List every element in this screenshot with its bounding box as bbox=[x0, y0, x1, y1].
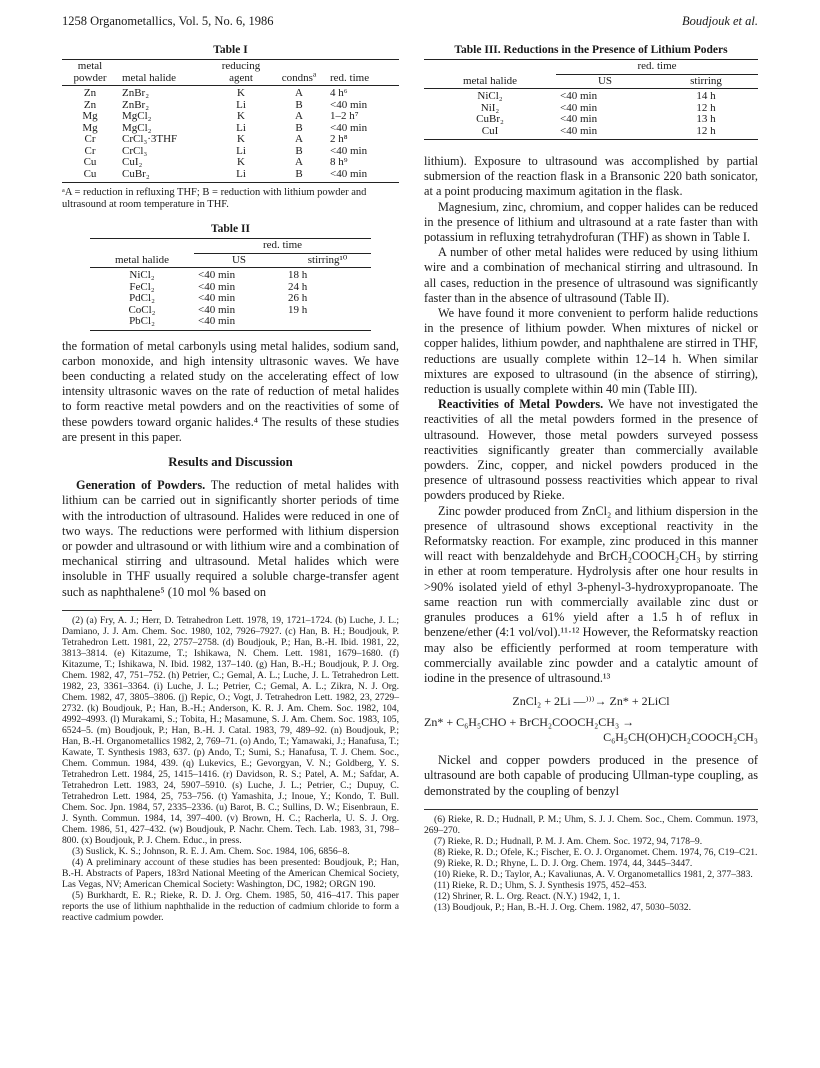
table-3-header: metal halide bbox=[462, 74, 518, 87]
table-cell: A bbox=[295, 133, 303, 145]
table-3-span-header: red. time bbox=[556, 60, 758, 75]
reference: (2) (a) Fry, A. J.; Herr, D. Tetrahedron Lett. 1978, 19, 1721–1724. (b) Luche, J. L.; Damiano, J. J. Am. Chem. Soc. 1980, 102, 7926–7927. (c) Han, B. H.; Boudjouk, P. Tetrahedron Lett. 1981, 22, 2757–2758. (d) Boudjouk, P.; Han, B.-H. Ibid. 1981, 22, 3813–3814. (e) Kitazume, T.; Ishikawa, N. Chem. Lett. 1981, 1679–1680. (f) Kitazume, T.; Ishikawa, N. Ibid. 1982, 137–140. (g) Han, B.-H.; Boudjouk, P. J. Org. Chem. 1982, 47, 751–752. (h) Petrier, C.; Gemal, A. L.; Luche, J. L. Tetrahedron Lett. 1982, 23, 3361–3364. (i) Luche, J. L.; Petrier, C.; Gemal, A. L.; Zikra, N. J. Org. Chem. 1982, 47, 3805–3806. (j) Repic, O.; Vogt, J. Tetrahedron Lett. 1982, 23, 2729–2732. (k) Boudjouk, P.; Han, B.-H.; Anderson, K. R. J. Am. Chem. Soc. 1982, 104, 4992–4993. (l) Murakami, S.; Tobita, H.; Masamune, S. J. Am. Chem. Soc. 1983, 105, 6524–5. (m) Boudjouk, P.; Han, B.-H. J. Catal. 1983, 79, 489–92. (n) Boudjouk, P.; Han, B.-H. Organometallics 1982, 2, 769–71. (o) Ando, T.; Yamawaki, J.; Hanafusa, T.; Kawate, T. Synthesis 1983, 637. (p) Ando, T.; Sumi, S.; Hanafusa, T. J. Chem. Soc., Chem. Commun. 1984, 439. (q) Lukevics, E.; Gevorgyan, V. N.; Goldberg, Y. S. Tetrahedron Lett. 1984, 25, 1415–1416. (r) Davidson, R. S.; Patel, A. M.; Safdar, A. Tetrahedron Lett. 1983, 24, 5907–5910. (s) Luche, J. L.; Petrier, C.; Dupuy, C. Tetrahedron Lett. 1984, 25, 753–756. (t) Yamashita, J.; Inoue, Y.; Kondo, T. Bull. Chem. Soc. Jpn. 1984, 57, 2335–2336. (u) Barot, B. C.; Sullins, D. W.; Eisenbraun, E. J. Synth. Commun. 1984, 14, 397–400. (v) Brown, H. C.; Racherla, U. S. J. Org. Chem. 1986, 51, 427–432. (w) Boudjouk, P. Nachr. Chem. Tech. Lab. 1983, 31, 798–800. (x) Boudjouk, P. J. Chem. Educ., in press. bbox=[62, 614, 399, 846]
table-cell: Li bbox=[236, 121, 246, 134]
table-cell: PbCl₂ bbox=[90, 316, 194, 330]
table-cell: 19 h bbox=[288, 303, 308, 316]
reference: (9) Rieke, R. D.; Rhyne, L. D. J. Org. Chem. 1974, 44, 3445–3447. bbox=[434, 857, 693, 869]
table-cell: 26 h bbox=[288, 292, 308, 304]
reference: (12) Shriner, R. L. Org. React. (N.Y.) 1942, 1, 1. bbox=[434, 890, 621, 902]
table-3-header: US bbox=[597, 74, 613, 87]
footnote-rule bbox=[424, 809, 758, 810]
table-cell: ZnBr₂ bbox=[122, 98, 150, 111]
table-cell: K bbox=[210, 86, 272, 100]
table-cell: K bbox=[237, 110, 245, 122]
table-3-title: Table III. Reductions in the Presence of Lithium Poders bbox=[454, 44, 728, 56]
table-cell: CrCl₃·3THF bbox=[122, 133, 178, 145]
paragraph bbox=[424, 397, 758, 503]
paragraph: lithium). Exposure to ultrasound was accomplished by partial submersion of the reaction flask in a Bransonic 220 bath sonicator, at a point producing maximum agitation in the flask. bbox=[424, 154, 758, 199]
table-cell: CuI bbox=[424, 126, 556, 140]
reaction-equations bbox=[424, 694, 758, 745]
table-cell: Cu bbox=[62, 169, 118, 183]
table-cell: Li bbox=[210, 169, 272, 183]
table-cell: CuI₂ bbox=[122, 156, 143, 168]
table-cell: <40 min bbox=[198, 292, 236, 304]
table-cell: Zn bbox=[83, 98, 97, 111]
table-1-header: metal powder bbox=[62, 60, 118, 86]
table-2-header: metal halide bbox=[114, 253, 170, 266]
footnote-rule bbox=[62, 610, 152, 611]
reference: (3) Suslick, K. S.; Johnson, R. E. J. Am. Chem. Soc. 1984, 106, 6856–8. bbox=[72, 845, 350, 857]
table-cell: <40 min bbox=[198, 303, 236, 316]
table-2-title: Table II bbox=[211, 223, 250, 235]
table-2-header: US bbox=[231, 253, 247, 266]
table-row bbox=[424, 126, 758, 140]
table-cell: FeCl₂ bbox=[129, 280, 155, 293]
table-cell: <40 min bbox=[194, 268, 284, 282]
table-1-title: Table I bbox=[213, 44, 248, 56]
table-cell: B bbox=[295, 121, 303, 134]
table-cell: B bbox=[272, 169, 326, 183]
paragraph: Magnesium, zinc, chromium, and copper halides can be reduced in the presence of lithium and ultrasound at a rate faster than with potassium in refluxing tetrahydrofuran (THF) as shown in Table I. bbox=[424, 199, 758, 245]
table-3-header-blank bbox=[424, 60, 556, 75]
left-body-text bbox=[62, 339, 399, 600]
right-references bbox=[424, 814, 758, 913]
table-row bbox=[62, 111, 399, 123]
table-cell: 13 h bbox=[696, 113, 716, 125]
table-cell: 4 h⁶ bbox=[326, 86, 399, 100]
table-1-grid bbox=[62, 59, 399, 183]
table-cell: Zn bbox=[62, 86, 118, 100]
table-1-header: reducing agent bbox=[210, 60, 272, 86]
table-cell: Li bbox=[236, 98, 246, 111]
paragraph bbox=[62, 478, 399, 600]
left-references bbox=[62, 615, 399, 923]
table-row bbox=[62, 134, 399, 146]
table-1-header: metal halide bbox=[118, 60, 210, 86]
section-heading: Results and Discussion bbox=[168, 454, 293, 469]
paragraph-text: The reduction of metal halides with lithium can be carried out in significantly shorter periods of time with the introduction of ultrasound. Halides were reduced in one of two ways. The reductions were performed with lithium dispersion or powder and ultrasound or with lithium wire and a combination of mechanical stirring and ultrasound. Metal halides which were insoluble in THF usually required a soluble charge-transfer agent such as naphthalene⁵ (10 mol % based on bbox=[62, 478, 399, 599]
table-3-grid bbox=[424, 59, 758, 140]
table-row bbox=[424, 89, 758, 103]
table-cell: 8 h⁹ bbox=[330, 156, 348, 168]
table-cell: NiCl₂ bbox=[90, 268, 194, 282]
paragraph: We have found it more convenient to perform halide reductions in the presence of lithium powder. When mixtures of nickel or copper halides, lithium powder, and naphthalene are stirred in THF, reductions are usually complete within 12–14 h. When similar mixtures are exposed to ultrasound (in the absence of stirring), reduction is usually complete within 40 min (Table III). bbox=[424, 306, 758, 397]
header-journal-citation: 1258 Organometallics, Vol. 5, No. 6, 1986 bbox=[62, 14, 274, 28]
table-cell: <40 min bbox=[560, 113, 598, 125]
paragraph: Nickel and copper powders produced in the presence of ultrasound are both capable of producing Ullman-type coupling, as demonstrated by the coupling of benzyl bbox=[424, 753, 758, 798]
table-cell: CoCl₂ bbox=[128, 303, 156, 316]
paragraph: A number of other metal halides were reduced by using lithium wire and a combination of mechanical stirring and ultrasound. In all cases, reduction in the presence of ultrasound was significantly faster than in the absence of ultrasound (Table II). bbox=[424, 245, 758, 305]
reference: (7) Rieke, R. D.; Hudnall, P. M. J. Am. Chem. Soc. 1972, 94, 7178–9. bbox=[434, 835, 703, 847]
table-cell bbox=[284, 316, 371, 330]
table-1 bbox=[62, 44, 399, 211]
table-1-footnote: ᵃA = reduction in refluxing THF; B = reduction with lithium powder and ultrasound at room temperature in THF. bbox=[62, 187, 367, 210]
table-cell: 2 h⁸ bbox=[330, 133, 348, 145]
table-row bbox=[62, 157, 399, 169]
table-cell: A bbox=[295, 110, 303, 122]
table-cell: K bbox=[237, 156, 245, 168]
equation-1: ZnCl₂ + 2Li —⁾⁾⁾→ Zn* + 2LiCl bbox=[512, 694, 670, 709]
table-cell: MgCl₂ bbox=[122, 110, 152, 122]
table-cell: MgCl₂ bbox=[122, 121, 152, 134]
reference: (10) Rieke, R. D.; Taylor, A.; Kavaliunas, A. V. Organometallics 1981, 2, 377–383. bbox=[434, 868, 753, 880]
left-column bbox=[62, 44, 399, 923]
reference: (11) Rieke, R. D.; Uhm, S. J. Synthesis 1975, 452–453. bbox=[434, 879, 647, 891]
table-cell: CuBr₂ bbox=[118, 169, 210, 183]
table-cell: <40 min bbox=[330, 98, 368, 111]
table-cell: PdCl₂ bbox=[129, 292, 155, 304]
table-cell: 12 h bbox=[696, 101, 716, 114]
table-row bbox=[90, 293, 371, 305]
table-cell: 12 h bbox=[654, 126, 758, 140]
table-row bbox=[90, 316, 371, 330]
table-row bbox=[90, 268, 371, 282]
table-cell: NiCl₂ bbox=[424, 89, 556, 103]
running-header bbox=[62, 14, 758, 30]
table-cell: <40 min bbox=[556, 126, 654, 140]
table-cell: Cr bbox=[84, 133, 96, 145]
table-3-header: stirring bbox=[690, 74, 722, 87]
table-cell: <40 min bbox=[560, 101, 598, 114]
paragraph: Zinc powder produced from ZnCl₂ and lithium dispersion in the presence of ultrasound shows exceptional reactivity in the Reformatsky reaction. For example, zinc produced in this manner will react with benzaldehyde and BrCH₂COOCH₂CH₃ by stirring in ether at room temperature. Hydrolysis after one hour results in >90% isolated yield of ethyl 3-phenyl-3-hydroxypropanoate. The same reaction run with commercially available zinc dust or granules produces a 61% yield after a 1.5 h of reflux in benzene/ether (4:1 vol/vol).¹¹·¹² However, the Reformatsky reaction may also be efficiently performed at room temperature with commercially available zinc powder and a catalytic amount of iodine in the presence of ultrasound.¹³ bbox=[424, 503, 758, 685]
table-row bbox=[62, 169, 399, 183]
right-body-text bbox=[424, 154, 758, 799]
table-cell: CuBr₂ bbox=[476, 113, 504, 125]
table-1-header: condns$^a$ bbox=[272, 60, 326, 86]
table-cell: <40 min bbox=[330, 144, 368, 157]
table-cell: Mg bbox=[82, 110, 98, 122]
table-cell: <40 min bbox=[194, 316, 284, 330]
table-cell: Cu bbox=[83, 156, 97, 168]
table-2-span-header: red. time bbox=[194, 239, 371, 254]
equation-2-product: C₆H₅CH(OH)CH₂COOCH₂CH₃ bbox=[603, 730, 758, 745]
runin-heading: Generation of Powders. bbox=[76, 478, 206, 493]
header-authors: Boudjouk et al. bbox=[681, 14, 758, 28]
table-1-header: red. time bbox=[326, 60, 399, 86]
table-cell: <40 min bbox=[330, 121, 368, 134]
table-row bbox=[62, 123, 399, 135]
table-cell: 24 h bbox=[288, 280, 308, 293]
table-cell: <40 min bbox=[198, 280, 236, 293]
reference: (4) A preliminary account of these studies has been presented: Boudjouk, P.; Han, B.-H. Abstracts of Papers, 183rd National Meeting of the American Chemical Society, Las Vegas, NV; American Chemical Society: Washington, DC, 1982; ORGN 190. bbox=[62, 856, 399, 890]
table-2-grid bbox=[90, 238, 371, 331]
table-row bbox=[62, 146, 399, 158]
table-cell: K bbox=[237, 133, 245, 145]
table-cell: Cr bbox=[84, 144, 96, 157]
table-cell: A bbox=[272, 86, 326, 100]
table-cell: A bbox=[295, 156, 303, 168]
table-1-header-text: condns bbox=[281, 71, 313, 84]
reference: (8) Rieke, R. D.; Ofele, K.; Fischer, E. O. J. Organomet. Chem. 1974, 76, C19–C21. bbox=[434, 846, 758, 858]
table-cell: <40 min bbox=[326, 169, 399, 183]
table-2-header-blank bbox=[90, 239, 194, 254]
table-cell: B bbox=[295, 98, 303, 111]
paragraph-text: We have not investigated the reactivities of all the metal powders formed in the presence of ultrasound. However, those metal powders surveyed possess reactivities significantly greater than commercially available powders. Zinc, copper, and nickel powders produced in the presence of ultrasound possess reactivities which appear to rival powders produced by Rieke. bbox=[424, 397, 758, 503]
table-row bbox=[424, 114, 758, 126]
table-cell: CrCl₃ bbox=[122, 144, 148, 157]
reference: (6) Rieke, R. D.; Hudnall, P. M.; Uhm, S. J. J. Chem. Soc., Chem. Commun. 1973, 269–270. bbox=[424, 813, 758, 836]
table-cell: Mg bbox=[82, 121, 98, 134]
table-cell: B bbox=[295, 144, 303, 157]
equation-2-reactants: Zn* + C₆H₅CHO + BrCH₂COOCH₂CH₃ → bbox=[424, 715, 635, 730]
right-column bbox=[424, 44, 758, 913]
reference: (5) Burkhardt, E. R.; Rieke, R. D. J. Org. Chem. 1985, 50, 416–417. This paper reports the use of lithium naphthalide in the reduction of cadmium chloride to form a reactive cadmium powder. bbox=[62, 889, 399, 923]
table-cell: <40 min bbox=[556, 89, 654, 103]
table-2 bbox=[62, 223, 399, 331]
reference: (13) Boudjouk, P.; Han, B.-H. J. Org. Chem. 1982, 47, 5030–5032. bbox=[434, 901, 691, 913]
table-cell: Li bbox=[236, 144, 246, 157]
table-row bbox=[62, 86, 399, 100]
runin-heading: Reactivities of Metal Powders. bbox=[438, 397, 604, 412]
table-cell: 1–2 h⁷ bbox=[330, 110, 359, 122]
table-cell: 18 h bbox=[284, 268, 371, 282]
table-3 bbox=[424, 44, 758, 140]
table-cell: NiI₂ bbox=[480, 101, 500, 114]
table-cell: 14 h bbox=[654, 89, 758, 103]
table-cell: ZnBr₂ bbox=[118, 86, 210, 100]
paragraph: the formation of metal carbonyls using metal halides, sodium sand, carbon monoxide, and high intensity ultrasonic waves. We have been conducting a related study on the accelerating effect of low intensity ultrasonic waves on the rate of reduction of metal halides to form reactive metal powders and on the reactivities of some of these powders toward organic halides.⁴ The results of these studies are present in this paper. bbox=[62, 338, 399, 444]
table-2-header: stirring¹⁰ bbox=[307, 253, 348, 266]
